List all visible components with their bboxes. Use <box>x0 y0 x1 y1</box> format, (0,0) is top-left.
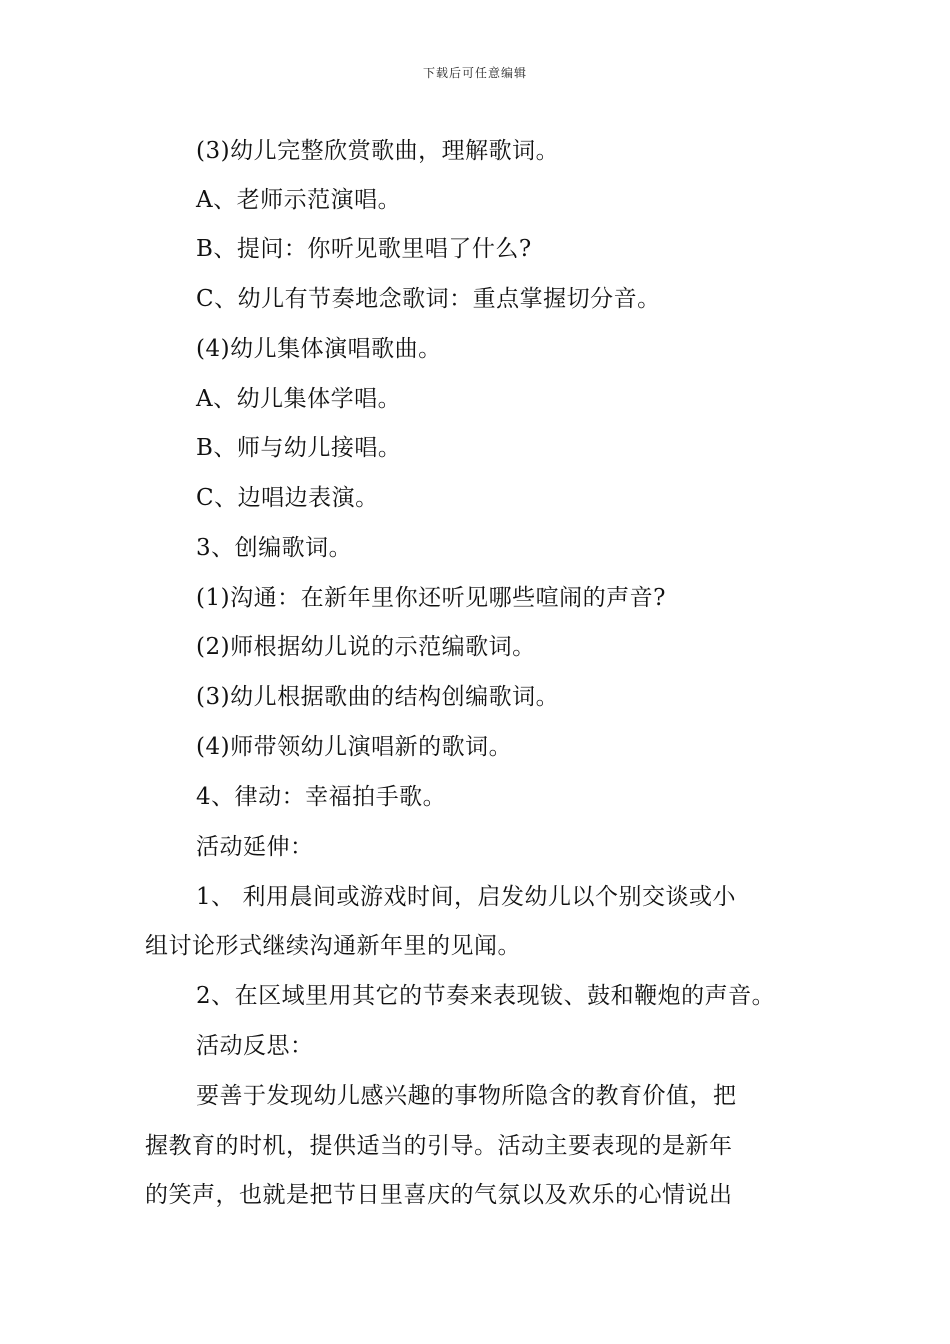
text-line: C、幼儿有节奏地念歌词：重点掌握切分音。 <box>196 286 661 312</box>
text-line: 4、律动：幸福拍手歌。 <box>196 784 447 810</box>
text-line: (3)幼儿根据歌曲的结构创编歌词。 <box>196 684 560 710</box>
text-line: C、边唱边表演。 <box>196 485 379 511</box>
text-line: (3)幼儿完整欣赏歌曲，理解歌词。 <box>196 138 560 164</box>
text-line: 2、在区域里用其它的节奏来表现钹、鼓和鞭炮的声音。 <box>196 983 776 1009</box>
text-line: 要善于发现幼儿感兴趣的事物所隐含的教育价值，把 <box>196 1083 737 1109</box>
page-header: 下载后可任意编辑 <box>422 66 527 80</box>
text-line: B、师与幼儿接唱。 <box>196 435 402 461</box>
text-line: (1)沟通：在新年里你还听见哪些喧闹的声音? <box>196 585 666 611</box>
section-heading: 活动反思： <box>196 1033 314 1059</box>
text-line: (4)幼儿集体演唱歌曲。 <box>196 336 442 362</box>
text-line: 握教育的时机，提供适当的引导。活动主要表现的是新年 <box>145 1133 733 1159</box>
text-line: A、老师示范演唱。 <box>196 187 402 213</box>
text-line: 1、 利用晨间或游戏时间，启发幼儿以个别交谈或小 <box>196 884 736 910</box>
text-line: (2)师根据幼儿说的示范编歌词。 <box>196 634 536 660</box>
text-line: (4)师带领幼儿演唱新的歌词。 <box>196 734 513 760</box>
text-line: 3、创编歌词。 <box>196 535 353 561</box>
text-line: 的笑声，也就是把节日里喜庆的气氛以及欢乐的心情说出 <box>145 1182 733 1208</box>
section-heading: 活动延伸： <box>196 834 314 860</box>
text-line: B、提问：你听见歌里唱了什么? <box>196 236 532 262</box>
text-line: A、幼儿集体学唱。 <box>196 386 402 412</box>
text-line: 组讨论形式继续沟通新年里的见闻。 <box>145 933 521 959</box>
